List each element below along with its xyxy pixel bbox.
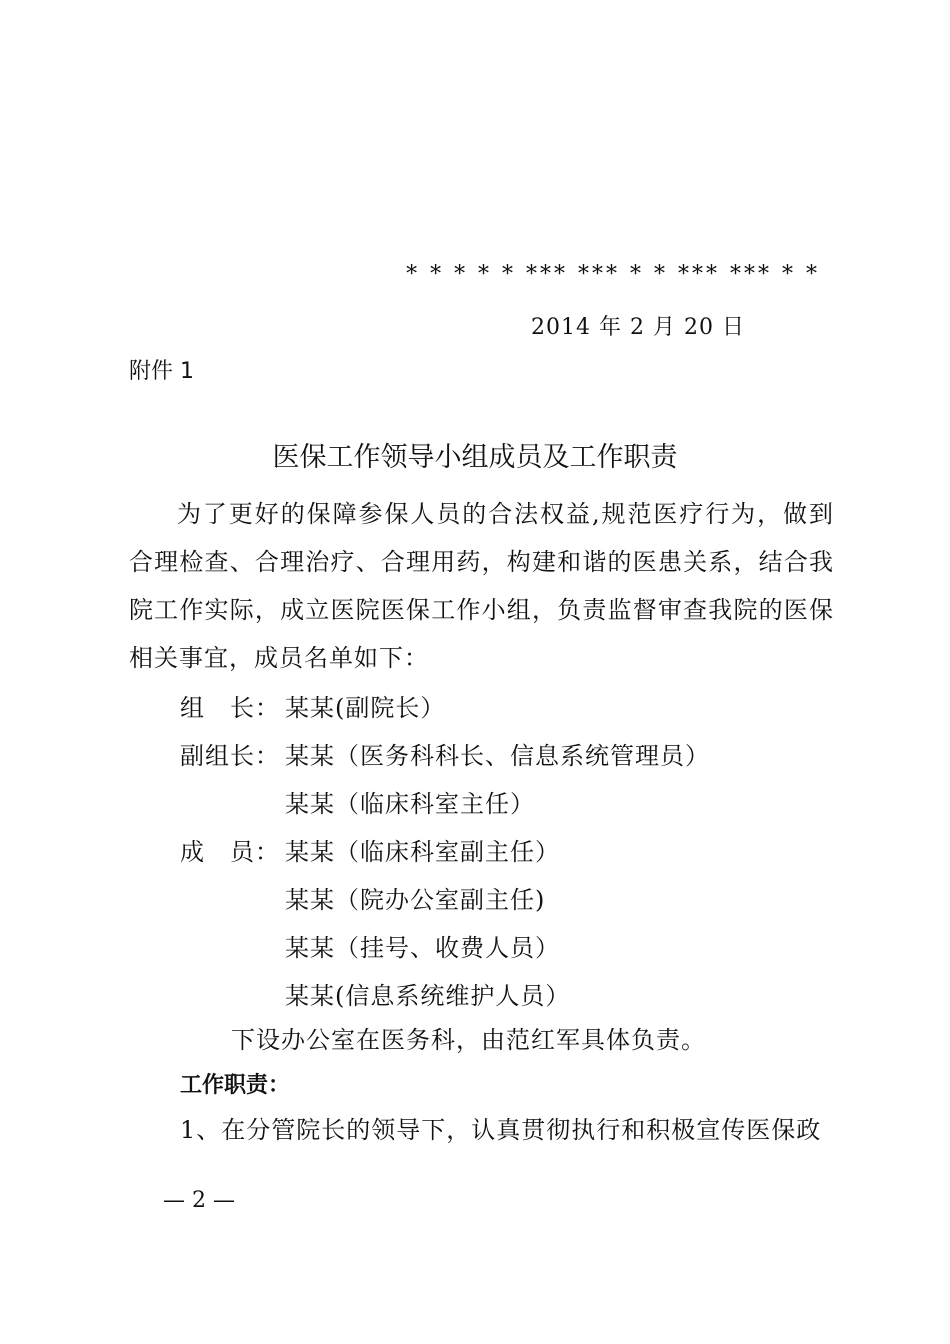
- duties-heading: 工作职责：: [180, 1072, 291, 1098]
- member-row-member-3: [180, 928, 560, 963]
- member-role: 组 长：: [180, 694, 280, 722]
- page-title: 医保工作领导小组成员及工作职责: [272, 442, 678, 473]
- member-row-member-4: [180, 976, 570, 1011]
- intro-paragraph: 为了更好的保障参保人员的合法权益,规范医疗行为，做到合理检查、合理治疗、合理用药，构建和谐的医患关系，结合我院工作实际，成立医院医保工作小组，负责监督审查我院的医保相关事宜，成员名单如下：: [129, 500, 834, 672]
- member-name: 某某（临床科室主任）: [285, 790, 535, 818]
- member-role: 副组长：: [180, 742, 280, 770]
- member-name: 某某（医务科科长、信息系统管理员）: [285, 742, 710, 770]
- member-name: 某某（挂号、收费人员）: [285, 934, 560, 962]
- office-note: 下设办公室在医务科，由范红军具体负责。: [231, 1026, 706, 1054]
- member-row-member: [180, 832, 560, 867]
- member-row-leader: [180, 688, 445, 723]
- page-number: — 2 —: [163, 1188, 235, 1213]
- member-name: 某某（院办公室副主任): [285, 886, 546, 914]
- document-date: 2014 年 2 月 20 日: [531, 315, 745, 340]
- member-row-deputy-2: [180, 784, 535, 819]
- duty-item-1: 1、在分管院长的领导下，认真贯彻执行和积极宣传医保政: [180, 1116, 822, 1144]
- member-name: 某某(信息系统维护人员）: [285, 982, 571, 1010]
- member-row-deputy: [180, 736, 710, 771]
- member-role: 成 员：: [180, 838, 280, 866]
- signature-stars: * * * * * *** *** * * *** *** * *: [406, 262, 820, 287]
- member-name: 某某(副院长）: [285, 694, 446, 722]
- member-row-member-2: [180, 880, 545, 915]
- member-name: 某某（临床科室副主任）: [285, 838, 560, 866]
- attachment-label: 附件 1: [129, 359, 194, 384]
